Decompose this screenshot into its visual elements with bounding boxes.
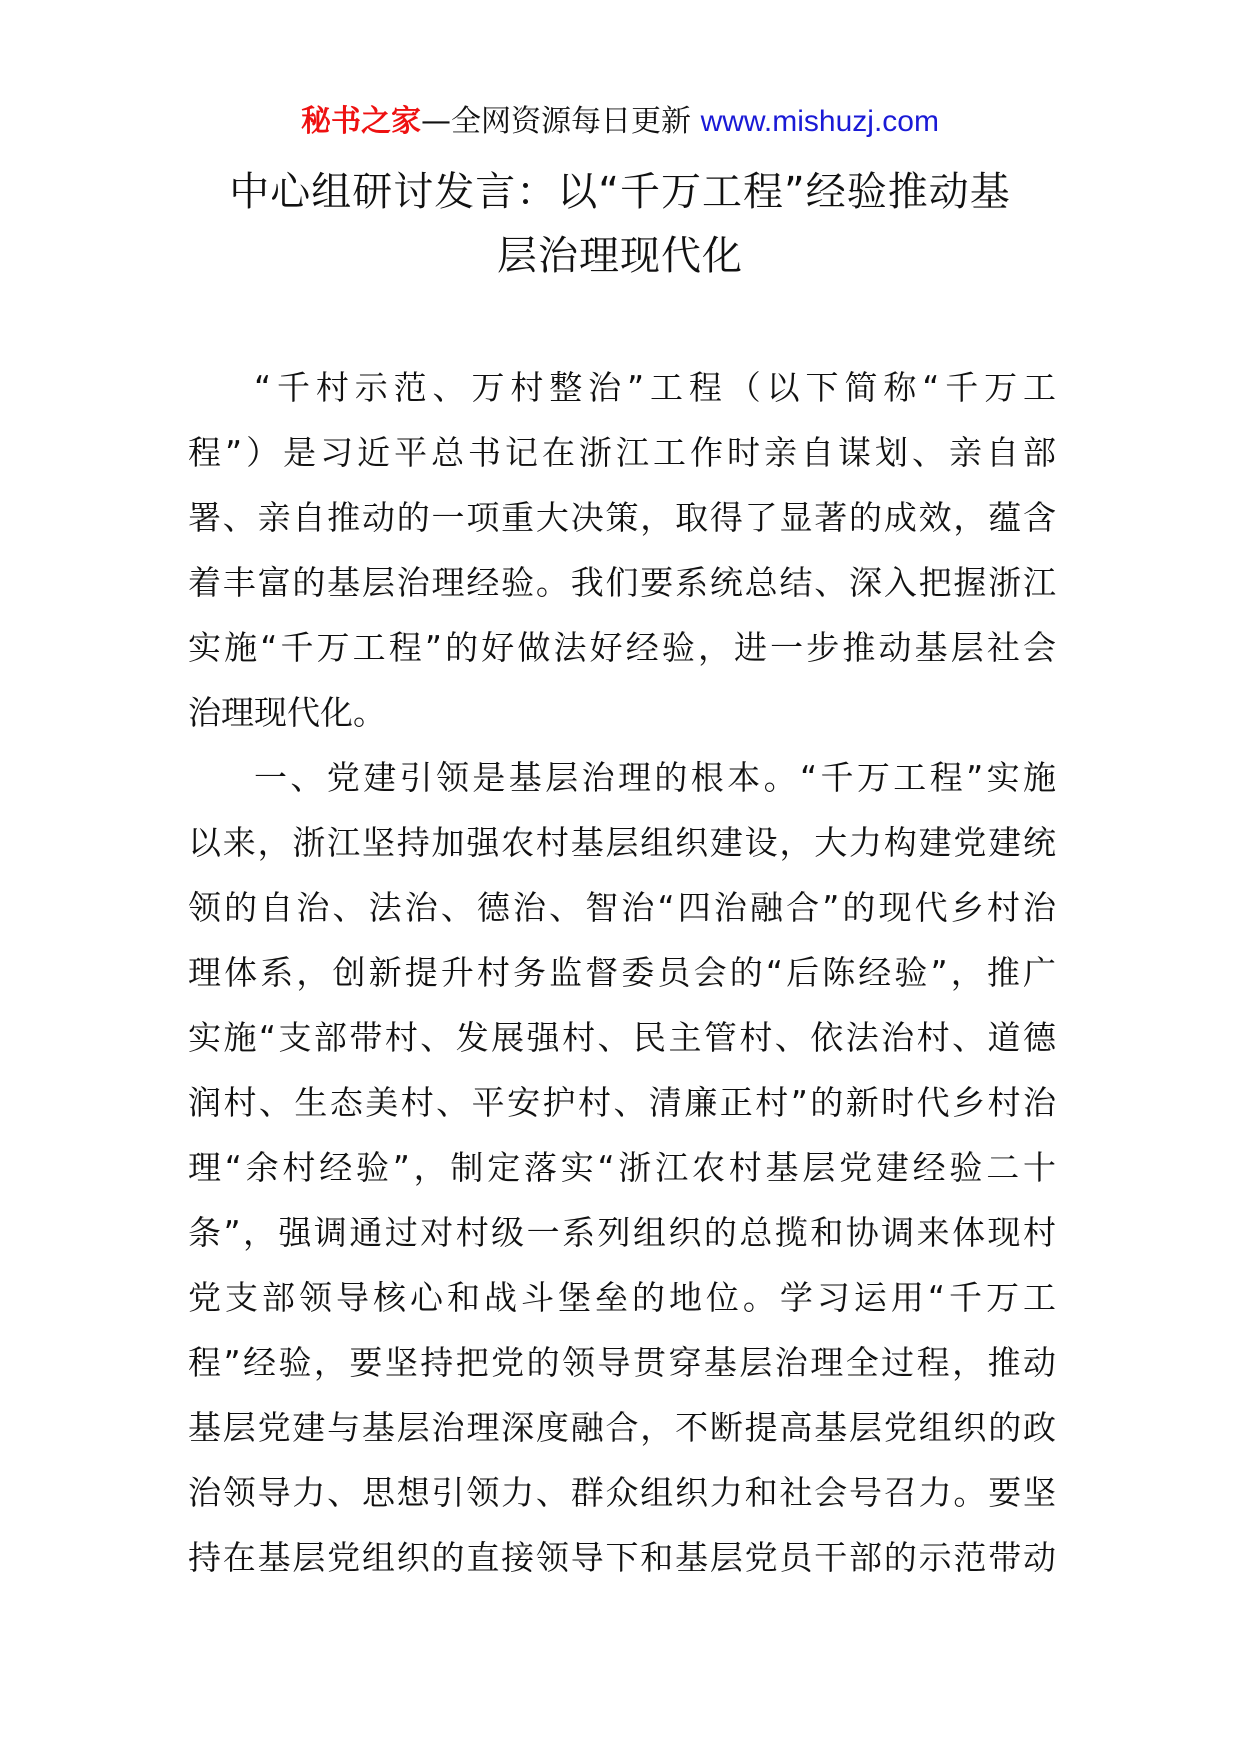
paragraph-line: 治理现代化。	[188, 693, 386, 732]
paragraph-line: 润村、生态美村、平安护村、清廉正村”的新时代乡村治	[188, 1083, 1056, 1122]
paragraph-line: 理体系，创新提升村务监督委员会的“后陈经验”，推广	[188, 953, 1056, 992]
paragraph-line: 治领导力、思想引领力、群众组织力和社会号召力。要坚	[188, 1473, 1056, 1512]
paragraph-line: 程”）是习近平总书记在浙江工作时亲自谋划、亲自部	[188, 433, 1056, 472]
paragraph-line: 以来，浙江坚持加强农村基层组织建设，大力构建党建统	[188, 823, 1056, 862]
site-header	[0, 100, 1240, 144]
brand-name: 秘书之家	[301, 104, 422, 139]
title-line-2: 层治理现代化	[497, 233, 743, 279]
paragraph-line: 持在基层党组织的直接领导下和基层党员干部的示范带动	[188, 1538, 1056, 1577]
document-title	[190, 160, 1050, 288]
paragraph-line: “千村示范、万村整治”工程（以下简称“千万工	[254, 368, 1056, 407]
document-body	[188, 355, 1056, 1590]
paragraph-line: 着丰富的基层治理经验。我们要系统总结、深入把握浙江	[188, 563, 1056, 602]
paragraph-line: 实施“千万工程”的好做法好经验，进一步推动基层社会	[188, 628, 1056, 667]
paragraph-line: 理“余村经验”，制定落实“浙江农村基层党建经验二十	[188, 1148, 1056, 1187]
paragraph-line: 一、党建引领是基层治理的根本。“千万工程”实施	[254, 758, 1056, 797]
paragraph-line: 署、亲自推动的一项重大决策，取得了显著的成效，蕴含	[188, 498, 1056, 537]
paragraph-line: 实施“支部带村、发展强村、民主管村、依法治村、道德	[188, 1018, 1056, 1057]
paragraph-line: 条”，强调通过对村级一系列组织的总揽和协调来体现村	[188, 1213, 1056, 1252]
title-line-1: 中心组研讨发言：以“千万工程”经验推动基	[229, 169, 1011, 215]
header-tagline: —全网资源每日更新	[421, 104, 692, 139]
paragraph-line: 程”经验，要坚持把党的领导贯穿基层治理全过程，推动	[188, 1343, 1056, 1382]
paragraph-line: 党支部领导核心和战斗堡垒的地位。学习运用“千万工	[188, 1278, 1056, 1317]
paragraph-line: 领的自治、法治、德治、智治“四治融合”的现代乡村治	[188, 888, 1056, 927]
site-url-link[interactable]: www.mishuzj.com	[700, 105, 939, 138]
paragraph-line: 基层党建与基层治理深度融合，不断提高基层党组织的政	[188, 1408, 1056, 1447]
